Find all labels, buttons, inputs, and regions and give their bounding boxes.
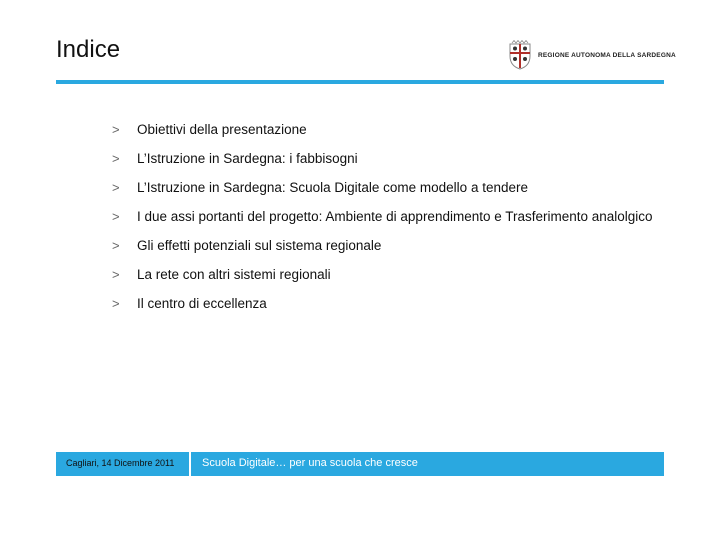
bullet-marker: > [112,122,120,137]
logo-text: REGIONE AUTONOMA DELLA SARDEGNA [538,51,676,59]
list-item-label: La rete con altri sistemi regionali [137,267,331,282]
list-item [112,150,672,167]
list-item-label: Obiettivi della presentazione [137,122,307,137]
footer-date: Cagliari, 14 Dicembre 2011 [66,458,175,468]
sardinia-coat-of-arms-icon [508,40,532,70]
bullet-marker: > [112,151,120,166]
list-item [112,237,672,254]
page-title: Indice [56,36,121,63]
list-item-label: L’Istruzione in Sardegna: i fabbisogni [137,151,358,166]
bullet-marker: > [112,267,120,282]
list-item [112,266,672,283]
bullet-marker: > [112,209,120,224]
footer-tagline: Scuola Digitale… per una scuola che cresce [202,457,418,469]
bullet-marker: > [112,238,120,253]
list-item-label: Gli effetti potenziali sul sistema regionale [137,238,382,253]
list-item [112,121,672,138]
list-item-label: L’Istruzione in Sardegna: Scuola Digitale come modello a tendere [137,180,528,195]
region-logo [508,40,676,70]
list-item [112,208,672,225]
list-item-label: Il centro di eccellenza [137,296,267,311]
footer-divider [189,452,191,476]
footer-bar [56,452,664,476]
list-item [112,179,672,196]
bullet-marker: > [112,180,120,195]
agenda-list [112,121,672,324]
header-divider [56,80,664,84]
list-item-label: I due assi portanti del progetto: Ambiente di apprendimento e Trasferimento analolgico [137,209,653,224]
list-item [112,295,672,312]
bullet-marker: > [112,296,120,311]
